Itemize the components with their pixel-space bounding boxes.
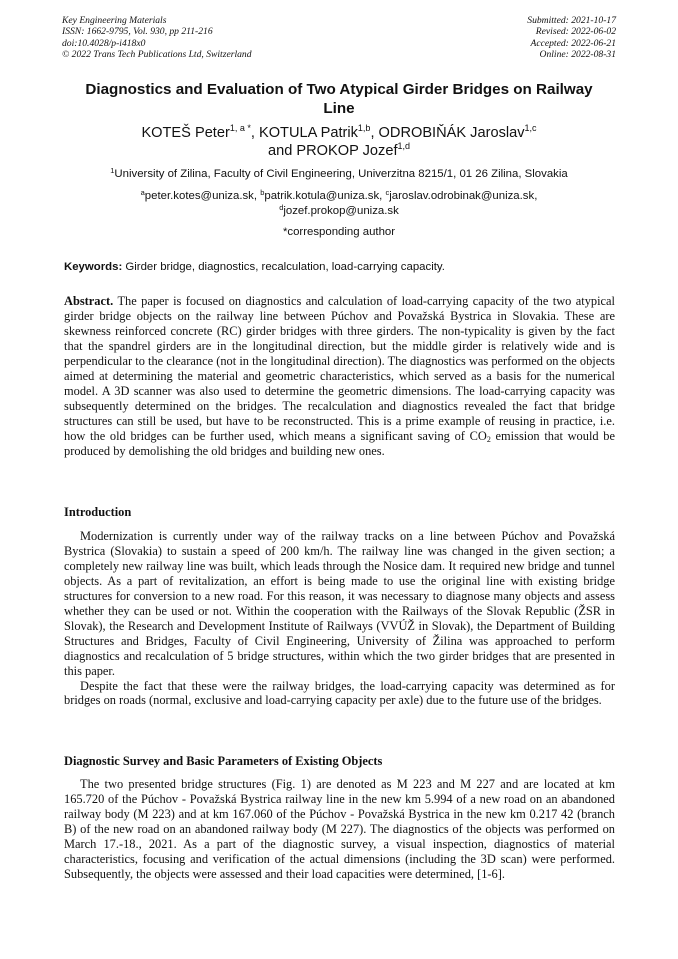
paragraph: Modernization is currently under way of the railway tracks on a line between Púchov and Považská Bystrica (Slovakia) to sustain a speed of 200 km/h. The railway line was changed in the given section; a completely new railway line was built, which leads through the Nosice dam. It required new bridge and tunnel objects. As a part of revitalization, an effort is being made to use the original line with existing bridge structures for conversion to a new road. For this reason, it was necessary to diagnose many objects and assess whether they can be used or not. Within the cooperation with the Railways of the Slovak Republic (ŽSR in Slovak), the Research and Development Institute of Railways (VVÚŽ in Slovak), the Department of Building Structures and Bridges, Faculty of Civil Engineering, University of Žilina was approached to perform diagnostics and recalculation of 5 bridge structures, within which the two girder bridges that are presented in this paper. xyxy=(64,529,615,678)
issn: ISSN: 1662-9795, Vol. 930, pp 211-216 xyxy=(62,26,213,38)
author-list: KOTEŠ Peter$^{1, a *}$, KOTULA Patrik$^{1,b}$, ODROBIŇÁK Jaroslav$^{1,c}$ and PROKOP Jozef$^{1,d}$ xyxy=(141,123,537,160)
author-emails: $^a$peter.kotes@uniza.sk, $^b$patrik.kotula@uniza.sk, $^c$jaroslav.odrobinak@uniza.sk, $^d$jozef.prokop@uniza.sk xyxy=(140,188,538,217)
section-heading-introduction: Introduction xyxy=(64,505,132,519)
abstract-text-end: emission that would be produced by demolishing the old bridges and building new ones. xyxy=(64,428,615,458)
revised-date: Revised: 2022-06-02 xyxy=(535,26,616,38)
co2-subscript: 2 xyxy=(486,434,491,444)
doi: doi:10.4028/p-i418x0 xyxy=(62,37,146,49)
keywords xyxy=(64,260,616,275)
copyright: © 2022 Trans Tech Publications Ltd, Switzerland xyxy=(62,49,252,61)
keywords-text: Girder bridge, diagnostics, recalculation, load-carrying capacity. xyxy=(125,261,445,273)
author-conjunction: and xyxy=(267,143,293,160)
keywords-label: Keywords: xyxy=(64,261,123,273)
accepted-date: Accepted: 2022-06-21 xyxy=(530,37,616,49)
submitted-date: Submitted: 2021-10-17 xyxy=(527,15,616,26)
paragraph: The two presented bridge structures (Fig. 1) are denoted as M 223 and M 227 and are located at km 165.720 of the Púchov - Považská Bystrica railway line in the new km 5.994 of a new road on an abandoned railway body (M 223) and at km 167.060 of the Púchov - Považská Bystrica in the new km 0.217 42 (branch B) of the new road on an abandoned railway body (M 227). The diagnostics of the objects was performed on March 17.-18., 2021. As a part of the diagnostic survey, a visual inspection, diagnostics of material characteristics, focusing and verification of the actual dimensions (including the 3D scan) were performed. Subsequently, the objects were assessed and their load capacities were determined, [1-6]. xyxy=(64,777,615,881)
publication-dates xyxy=(376,15,616,61)
section-heading-diagnostic-survey: Diagnostic Survey and Basic Parameters of Existing Objects xyxy=(64,754,383,768)
email-sup: b xyxy=(260,188,265,197)
email-link[interactable]: jaroslav.odrobinak@uniza.sk xyxy=(389,190,535,202)
author-name: KOTULA Patrik xyxy=(258,125,358,141)
journal-name: Key Engineering Materials xyxy=(62,15,167,26)
paper-title: Diagnostics and Evaluation of Two Atypical Girder Bridges on Railway Line xyxy=(85,81,593,117)
email-link[interactable]: patrik.kotula@uniza.sk xyxy=(264,190,380,202)
journal-info xyxy=(62,15,382,61)
introduction-body xyxy=(64,529,615,708)
corresponding-author-note: *corresponding author xyxy=(282,226,396,238)
author-sup: 1,b xyxy=(357,123,371,133)
affiliation-text: University of Zilina, Faculty of Civil Engineering, Univerzitna 8215/1, 01 26 Zilina, Slovakia xyxy=(114,168,568,180)
email-sup: d xyxy=(279,202,284,212)
author-name: ODROBIŇÁK Jaroslav xyxy=(378,125,525,141)
diagnostic-survey-body xyxy=(64,777,615,882)
email-sup: a xyxy=(140,188,145,197)
online-date: Online: 2022-08-31 xyxy=(539,49,616,61)
affiliation xyxy=(40,167,638,182)
author-sup: 1,d xyxy=(397,141,411,152)
abstract xyxy=(64,294,615,458)
email-sup: c xyxy=(385,188,390,197)
email-link[interactable]: peter.kotes@uniza.sk xyxy=(144,190,254,202)
author-sup: 1,c xyxy=(524,123,537,133)
paragraph: Despite the fact that these were the railway bridges, the load-carrying capacity was determined as for bridges on roads (normal, exclusive and load-carrying capacity per axle) due to the future use of the bridges. xyxy=(64,678,615,708)
abstract-text: The paper is focused on diagnostics and calculation of load-carrying capacity of the two atypical girder bridge objects on the railway line between Púchov and Považská Bystrica in Slovakia. These are skewness reinforced concrete (RC) girder bridges with three girders. The non-typicality is given by the fact that the spandrel girders are in the longitudinal direction, but the middle girder is relatively wide and is perpendicular to the clearance (not in the longitudinal direction). The diagnostics was performed on the objects aimed at determining the material and geometric characteristics, which served as a basis for the numerical model. A 3D scanner was also used to determine the geometric dimensions. The load-carrying capacity was subsequently determined on the bridges. The recalculation and diagnostics revealed the fact that bridge structures can still be used, but have to be reconstructed. This is a prime example of reusing in practice, i.e. how the old bridges can be further used, which means a significant saving of CO xyxy=(64,294,616,443)
email-link[interactable]: jozef.prokop@uniza.sk xyxy=(283,204,399,217)
abstract-label: Abstract. xyxy=(64,294,114,308)
author-name: KOTEŠ Peter xyxy=(141,125,230,141)
author-name: PROKOP Jozef xyxy=(296,143,398,160)
affiliation-sup: 1 xyxy=(110,166,115,175)
author-sup: 1, a * xyxy=(229,123,251,133)
